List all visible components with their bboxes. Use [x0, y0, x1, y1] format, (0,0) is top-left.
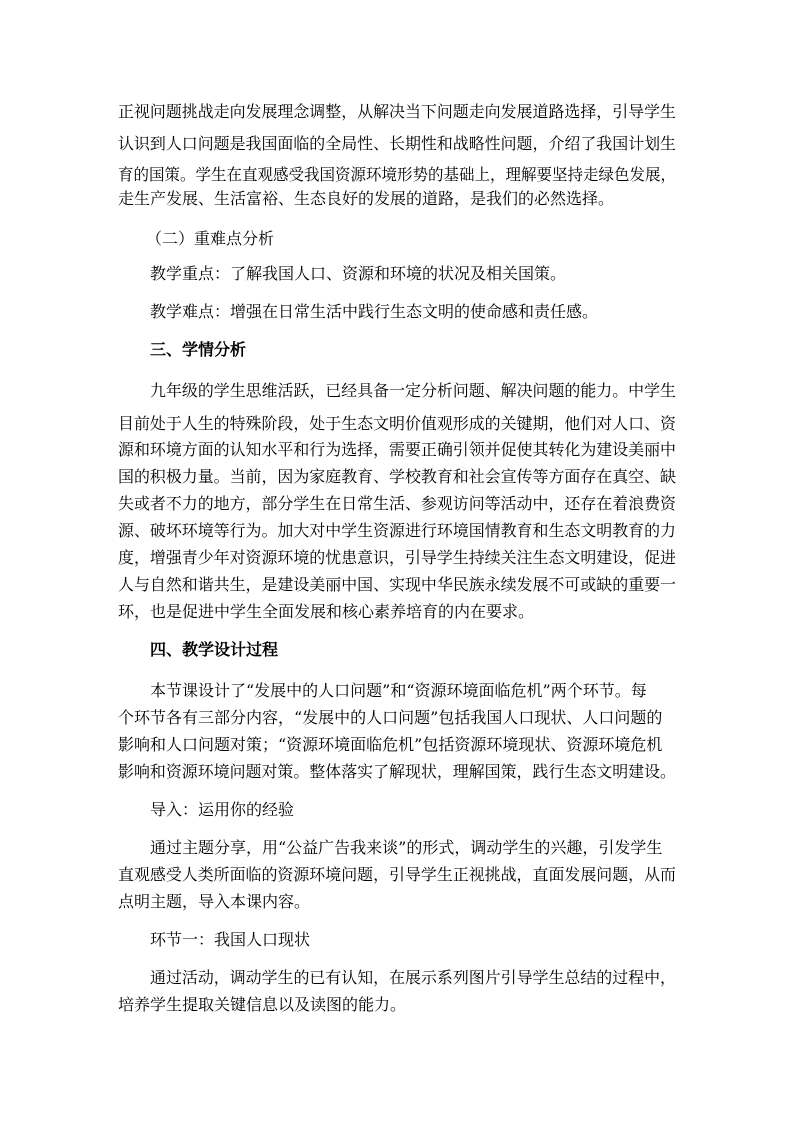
section3-line-8: 人与自然和谐共生，是建设美丽中国、实现中华民族永续发展不可或缺的重要一: [118, 575, 676, 594]
section3-line-1: 九年级的学生思维活跃，已经具备一定分析问题、解决问题的能力。中学生: [150, 381, 677, 400]
section3-line-7: 度，增强青少年对资源环境的忧患意识，引导学生持续关注生态文明建设，促进: [118, 548, 676, 567]
section3-line-3: 源和环境方面的认知水平和行为选择，需要正确引领并促使其转化为建设美丽中: [118, 440, 676, 459]
section3-line-9: 环，也是促进中学生全面发展和核心素养培育的内在要求。: [118, 602, 535, 621]
section3-line-4: 国的积极力量。当前，因为家庭教育、学校教育和社会宣传等方面存在真空、缺: [118, 467, 676, 486]
step1-line-1: 通过活动，调动学生的已有认知，在展示系列图片引导学生总结的过程中，: [150, 968, 677, 987]
section3-line-6: 源、破坏环境等行为。加大对中学生资源进行环境国情教育和生态文明教育的力: [118, 521, 676, 540]
intro-line-4: 走生产发展、生活富裕、生态良好的发展的道路，是我们的必然选择。: [118, 189, 615, 208]
section3-line-5: 失或者不力的地方，部分学生在日常生活、参观访问等活动中，还存在着浪费资: [118, 494, 676, 513]
intro-activity-line-1: 通过主题分享，用“公益广告我来谈”的形式，调动学生的兴趣，引发学生: [150, 838, 663, 857]
section4-line-3: 影响和人口问题对策；“资源环境面临危机”包括资源环境现状、资源环境危机: [118, 735, 663, 754]
section4-heading: 四、教学设计过程: [150, 640, 279, 659]
intro-activity-line-3: 点明主题，导入本课内容。: [118, 892, 311, 911]
section2-heading: （二）重难点分析: [146, 229, 275, 248]
section4-line-1: 本节课设计了“发展中的人口问题”和“资源环境面临危机”两个环节。每: [150, 681, 647, 700]
intro-line-3: 育的国策。学生在直观感受我国资源环境形势的基础上，理解要坚持走绿色发展，: [118, 165, 677, 184]
intro-line-1: 正视问题挑战走向发展理念调整，从解决当下问题走向发展道路选择，引导学生: [118, 102, 676, 121]
intro-line-2: 认识到人口问题是我国面临的全局性、长期性和战略性问题，介绍了我国计划生: [118, 134, 676, 153]
intro-activity-heading: 导入：运用你的经验: [150, 800, 295, 819]
key-point: 教学重点：了解我国人口、资源和环境的状况及相关国策。: [150, 264, 567, 283]
step1-heading: 环节一：我国人口现状: [150, 930, 311, 949]
intro-activity-line-2: 直观感受人类所面临的资源环境问题，引导学生正视挑战，直面发展问题，从而: [118, 865, 676, 884]
section4-line-4: 影响和资源环境问题对策。整体落实了解现状，理解国策，践行生态文明建设。: [118, 762, 676, 781]
difficult-point: 教学难点：增强在日常生活中践行生态文明的使命感和责任感。: [150, 302, 599, 321]
section3-heading: 三、学情分析: [150, 340, 247, 359]
section4-line-2: 个环节各有三部分内容，“发展中的人口问题”包括我国人口现状、人口问题的: [118, 708, 663, 727]
step1-line-2: 培养学生提取关键信息以及读图的能力。: [118, 995, 407, 1014]
section3-line-2: 目前处于人生的特殊阶段，处于生态文明价值观形成的关键期，他们对人口、资: [118, 414, 676, 433]
